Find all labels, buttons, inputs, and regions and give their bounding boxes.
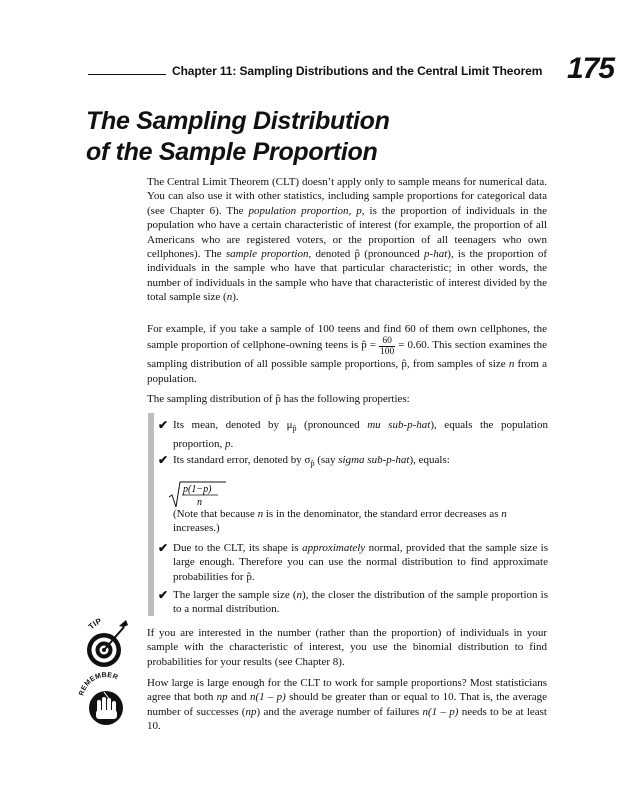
tip-label: TIP — [86, 616, 103, 632]
svg-text:TIP — [87, 616, 104, 631]
tip-target-icon — [82, 615, 130, 671]
standard-error-note: (Note that because n is in the denominator, the standard error decreases as n increases.) — [173, 508, 507, 535]
section-title-line-2: of the Sample Proportion — [86, 138, 378, 166]
formula-numerator: p(1−p) — [183, 484, 212, 495]
example-paragraph: For example, if you take a sample of 100 teens and find 60 of them own cellphones, the sample proportion of cellphone-owning teens is p̂ = $\frac{60}{100}$ = 0.60. This section examines the sampling distribution of all possible sample proportions, p̂, from samples of size n from a population. — [147, 323, 548, 385]
remember-label: REMEMBER — [78, 671, 119, 697]
property-item-standard-error: ✔ Its standard error, denoted by $\sigma_{p̂}$ (say sigma sub-p-hat), equals: — [158, 453, 450, 469]
properties-lead: The sampling distribution of p̂ has the following properties: — [147, 393, 410, 405]
intro-paragraph: The Central Limit Theorem (CLT) doesn’t apply only to sample means for numerical data. You can also use it with other statistics, including sample proportions for categorical data (see Chapter 6). The population proportion, p, is the proportion of individuals in the population who have a certain characteristic of interest (for example, the proportion of all Americans who are registered voters, or the proportion of all teenagers who own cellphones). The sample proportion, denoted p̂ (pronounced p-hat), is the proportion of individuals in the sample who have that particular characteristic; in other words, the number of individuals in the sample who have that characteristic of interest divided by the total sample size (n). — [147, 176, 547, 304]
section-title — [86, 106, 390, 168]
check-icon: ✔ — [158, 453, 169, 467]
check-icon: ✔ — [158, 588, 169, 602]
bullet-list-bar — [148, 413, 154, 616]
tip-paragraph: If you are interested in the number (rather than the proportion) of individuals in your sample with the characteristic of interest, you use the binomial distribution to find probabilities for your results (see Chapter 8). — [147, 627, 547, 668]
sample-proportion-fraction: $\frac{60}{100}$ — [379, 336, 395, 358]
check-icon: ✔ — [158, 541, 169, 555]
property-item-mean: ✔ Its mean, denoted by $\mu_{p̂}$ (pronounced mu sub-p-hat), equals the population proportion, p. — [158, 418, 548, 450]
formula-denominator: n — [197, 497, 202, 508]
section-title-line-1: The Sampling Distribution — [86, 107, 390, 135]
remember-hand-icon — [78, 670, 134, 730]
check-icon: ✔ — [158, 418, 169, 432]
remember-paragraph: How large is large enough for the CLT to work for sample proportions? Most statisticians agree that both np and n(1 – p) should be greater than or equal to 10. That is, the average number of successes (np) and the average number of failures n(1 – p) needs to be at least 10. — [147, 677, 547, 733]
page-number: 175 — [567, 52, 615, 85]
property-item-shape: ✔ Due to the CLT, its shape is approximately normal, provided that the sample size is large enough. Therefore you can use the normal distribution to find approximate probabilities for p̂. — [158, 541, 548, 583]
header-rule — [88, 74, 166, 75]
standard-error-formula — [168, 480, 228, 508]
running-head: Chapter 11: Sampling Distributions and the Central Limit Theorem — [172, 64, 543, 78]
property-item-sample-size: ✔ The larger the sample size (n), the closer the distribution of the sample proportion is to a normal distribution. — [158, 588, 548, 616]
